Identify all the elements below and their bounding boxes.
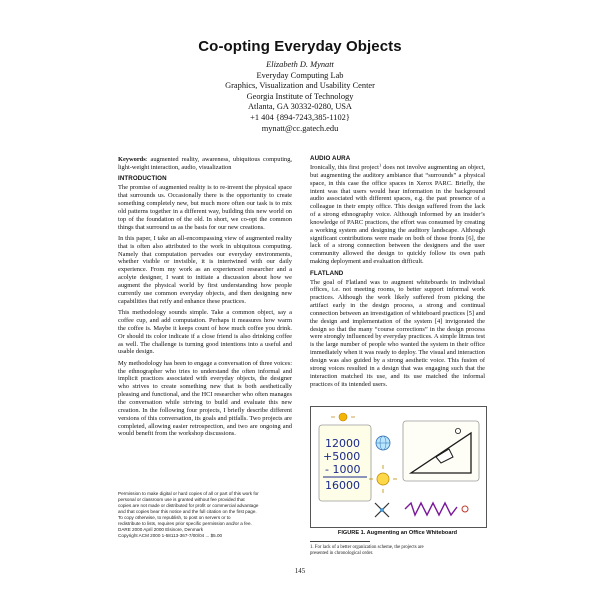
flatland-paragraph: The goal of Flatland was to augment whiteboards in individual offices, i.e. not meeting rooms, to better support informal work practices. Although the work likely suffered from picking the artifact early in the design process, a strong and continual connection between an investigation of whiteboard practices [5] and the design and implementation of the system [4] invigorated the design so that the many “course corrections” in the design process were strongly influenced by everyday practices. A simple litmus test is the large number of people who wanted the system in their office immediately when it was ready to deploy. The visual and interaction design was also guided by a strong aesthetic voice. This fusion of strong voices resulted in a design that was engaging such that the interaction matched its use, and its use matched the informal practices of its intended users. bbox=[310, 278, 485, 388]
permission-line: copies are not made or distributed for profit or commercial advantage bbox=[118, 503, 259, 508]
section-heading-audio-aura: AUDIO AURA bbox=[310, 155, 351, 162]
permission-line: Permission to make digital or hard copies of all or part of this work for bbox=[118, 491, 259, 496]
affiliation-email: mynatt@cc.gatech.edu bbox=[261, 123, 339, 133]
whiteboard-figure bbox=[310, 406, 487, 528]
footnote-line: presented in chronological order. bbox=[310, 551, 374, 556]
intro-paragraph-2: In this paper, I take an all-encompassing view of augmented reality that is often also attributed to the work in ubiquitous computing. Namely that computation pervades our everyday environments, whether visible or invisible, it is intertwined with our daily experience. From my work as an experienced researcher and a acolyte designer, I want to initiate a discussion about how we augment the physical world by first understanding how people currently use common everyday objects, and then designing new capabilities that reify and enhance these practices. bbox=[118, 234, 292, 305]
affiliation-line: Graphics, Visualization and Usability Center bbox=[225, 81, 375, 91]
handwriting-line: 12000 bbox=[325, 437, 360, 450]
sun-icon bbox=[369, 465, 397, 493]
figure-caption: FIGURE 1. Augmenting an Office Whiteboard bbox=[337, 530, 458, 536]
ramp-sketch-segment bbox=[403, 421, 479, 481]
intro-paragraph-3: This methodology sounds simple. Take a common object, say a coffee cup, and add computation. Perhaps it measures how warm the coffee is. Maybe it keeps count of how much coffee you drink. Or should its color indicate if a close friend is also drinking coffee as well. The challenge is turning good intentions into a useful and usable design. bbox=[118, 309, 292, 356]
permission-line: redistribute to lists, requires prior specific permission and/or a fee. bbox=[118, 521, 252, 526]
cross-icon bbox=[375, 503, 389, 517]
page-number: 145 bbox=[294, 568, 306, 575]
affiliation-line: Georgia Institute of Technology bbox=[246, 91, 354, 101]
footnote-line: 1. For lack of a better organization scheme, the projects are bbox=[310, 545, 424, 550]
affiliation-line: Atlanta, GA 30332-0280, USA bbox=[248, 102, 352, 112]
footnote bbox=[310, 545, 485, 557]
sum-note-segment bbox=[319, 425, 371, 501]
sun-sketch bbox=[331, 413, 355, 421]
section-heading-flatland: FLATLAND bbox=[310, 269, 344, 277]
audio-aura-paragraph: Ironically, this first project$^1$ does not involve augmenting an object, but augmenting the auditory ambiance that “surrounds” a physical space, in this case the office spaces in Xerox PARC. Briefly, the intent was that users would hear information in the background audio associated with different spaces, e.g. the past presence of a colleague in their empty office. This design suffered from the lack of a strong ethnography voice. Although informed by an insider’s knowledge of PARC practices, the effort was consumed by creating a working system and designing the auditory landscape. Although significant contributions were made on both of those fronts [6], the lack of a strong connection between the designers and the user community allowed the design to quickly follow its own path making deployment and evaluation difficult. bbox=[310, 162, 485, 266]
permission-notice bbox=[118, 491, 294, 539]
intro-paragraph-4: My methodology has been to engage a conversation of three voices: the ethnographer who tries to understand the often informal and implicit practices associated with everyday objects, the designer who strives to create something new that is both aesthetically pleasing and functional, and the HCI researcher who often manages the conversation while striving to build and evaluate this new creation. In the following four projects, I briefly describe different versions of this conversation, its goals and pitfalls. Two projects are completed, allowing easier retrospection, and two are ongoing and would benefit from the workshop discussions. bbox=[118, 359, 292, 438]
affiliation-line: Everyday Computing Lab bbox=[256, 70, 344, 80]
section-heading-introduction: INTRODUCTION bbox=[118, 175, 167, 183]
left-column bbox=[118, 156, 292, 442]
permission-line: To copy otherwise, to republish, to post on servers or to bbox=[118, 515, 231, 520]
footnote-divider bbox=[310, 541, 370, 542]
whiteboard-illustration bbox=[311, 407, 486, 527]
handwriting-line: +5000 bbox=[323, 450, 361, 463]
permission-line: DARE 2000 April 2000 Elsinore, Denmark bbox=[118, 527, 204, 532]
handwriting-line: 16000 bbox=[325, 479, 360, 492]
author-name: Elizabeth D. Mynatt bbox=[266, 60, 334, 69]
footnote-marker[interactable]: 1 bbox=[378, 162, 382, 168]
keywords-label: Keywords bbox=[118, 156, 146, 163]
author-block bbox=[0, 60, 600, 134]
permission-line: Copyright ACM 2000 1-58113-367-7/00/04 ... $5.00 bbox=[118, 533, 223, 538]
wave-sketch bbox=[405, 503, 468, 515]
globe-icon bbox=[376, 436, 390, 450]
permission-line: personal or classroom use is granted without fee provided that bbox=[118, 497, 245, 502]
keywords-text: : augmented reality, awareness, ubiquitous computing, light-weight interaction, audio, visualization bbox=[118, 156, 292, 171]
keywords bbox=[118, 156, 292, 172]
affiliation-phone: +1 404 {894-7243,385-1102} bbox=[250, 112, 350, 122]
right-column bbox=[310, 155, 485, 392]
permission-line: and that copies bear this notice and the full citation on the first page. bbox=[118, 509, 257, 514]
intro-paragraph-1: The promise of augmented reality is to re-invent the physical space that surrounds us. Occasionally there is the opportunity to create something completely new, but much more often our task is to mix old patterns together in a different way, building this new world on top of the foundation of the old. In short, we co-opt the common things that surround us as the basis for our new creations. bbox=[118, 184, 292, 231]
paper-title: Co-opting Everyday Objects bbox=[198, 38, 402, 55]
handwriting-line: - 1000 bbox=[325, 463, 361, 476]
